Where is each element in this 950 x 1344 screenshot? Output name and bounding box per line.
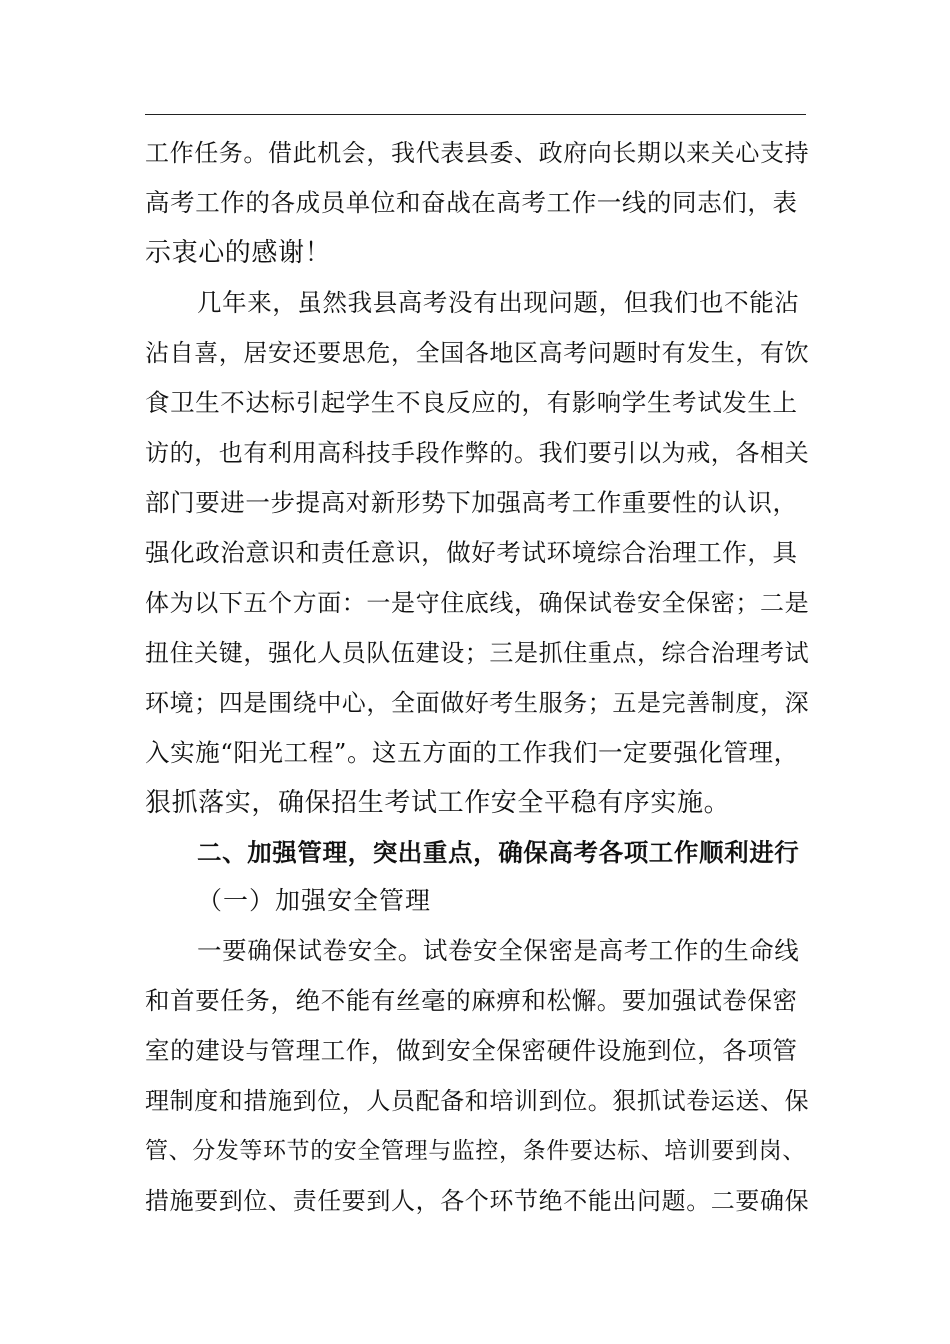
text-line: 管、分发等环节的安全管理与监控，条件要达标、培训要到岗、 [145, 1138, 806, 1164]
text-line: 访的，也有利用高科技手段作弊的。我们要引以为戒，各相关 [145, 439, 810, 467]
text-line: 狠抓落实，确保招生考试工作安全平稳有序实施。 [145, 788, 731, 818]
text-line: 理制度和措施到位，人员配备和培训到位。狠抓试卷运送、保 [145, 1087, 810, 1115]
text-line: 强化政治意识和责任意识，做好考试环境综合治理工作，具 [145, 538, 798, 567]
text-line: 入实施“阳光工程”。这五方面的工作我们一定要强化管理， [145, 738, 799, 767]
paragraph-first-line: 几年来，虽然我县高考没有出现问题，但我们也不能沾 [197, 288, 800, 317]
header-rule [145, 114, 806, 115]
text-line: 体为以下五个方面：一是守住底线，确保试卷安全保密；二是 [145, 589, 810, 617]
text-line: 高考工作的各成员单位和奋战在高考工作一线的同志们，表 [145, 188, 798, 217]
text-line: 措施要到位、责任要到人，各个环节绝不能出问题。二要确保 [145, 1187, 810, 1215]
text-line: 食卫生不达标引起学生不良反应的，有影响学生考试发生上 [145, 388, 798, 417]
text-line: 扭住关键，强化人员队伍建设；三是抓住重点，综合治理考试 [145, 639, 810, 667]
text-line: 示衷心的感谢！ [145, 238, 332, 268]
text-line: 沾自喜，居安还要思危，全国各地区高考问题时有发生，有饮 [145, 339, 810, 367]
text-line: 部门要进一步提高对新形势下加强高考工作重要性的认识， [145, 488, 798, 517]
section-heading: 二、加强管理，突出重点，确保高考各项工作顺利进行 [197, 838, 800, 867]
paragraph-first-line: 一要确保试卷安全。试卷安全保密是高考工作的生命线 [197, 936, 800, 965]
text-line: 工作任务。借此机会，我代表县委、政府向长期以来关心支持 [145, 139, 810, 167]
text-line: 环境；四是围绕中心，全面做好考生服务；五是完善制度，深 [145, 689, 810, 717]
text-line: 室的建设与管理工作，做到安全保密硬件设施到位，各项管 [145, 1036, 798, 1065]
subsection-heading: （一）加强安全管理 [197, 886, 432, 915]
text-line: 和首要任务，绝不能有丝毫的麻痹和松懈。要加强试卷保密 [145, 986, 798, 1015]
